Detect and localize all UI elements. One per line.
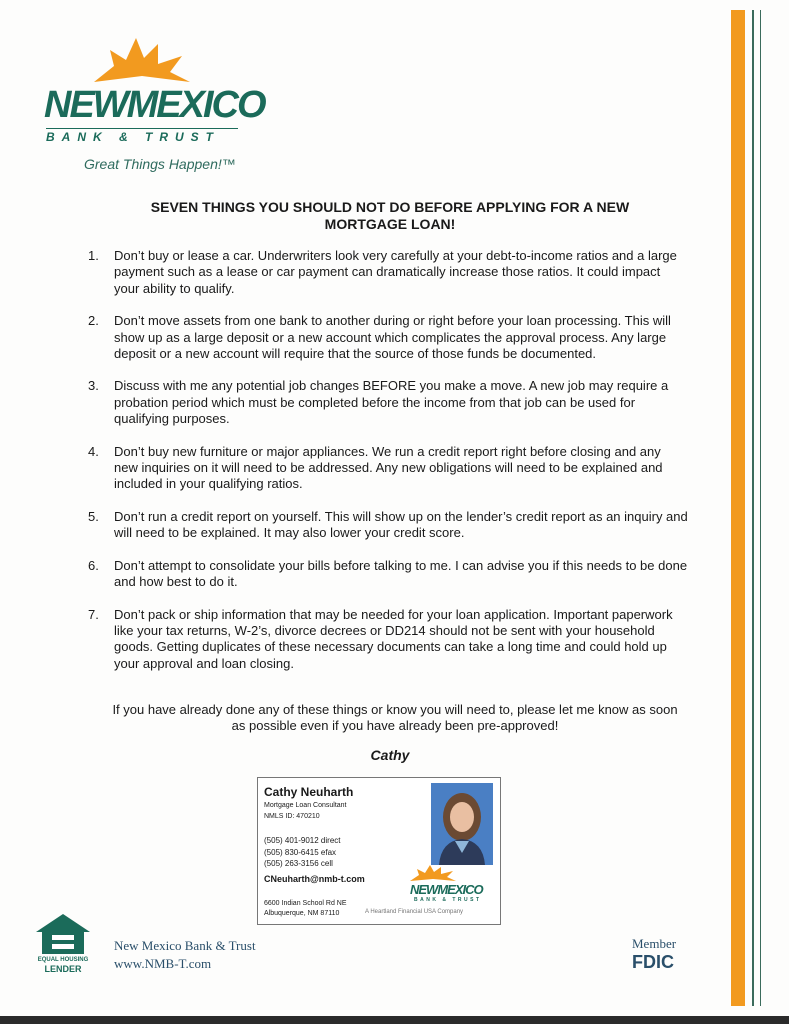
- mini-sunburst-icon: [408, 864, 458, 882]
- item-number: 4.: [88, 443, 99, 459]
- list-item: [88, 509, 688, 542]
- equal-housing-house-icon: [34, 912, 92, 956]
- scanner-bottom-bar: [0, 1016, 789, 1024]
- business-card: [257, 777, 501, 925]
- list-item: [88, 378, 688, 427]
- tagline: Great Things Happen!™: [84, 156, 236, 172]
- portrait-photo: [431, 783, 493, 865]
- card-address-line2: Albuquerque, NM 87110: [264, 910, 340, 917]
- list-item: [88, 558, 688, 591]
- card-address: [264, 899, 347, 919]
- item-text: Don’t pack or ship information that may be needed for your loan application. Important paperwork like your tax returns, W-2’s, divorce decrees or DD214 should not be sent with your household goods. Getting duplicates of these necessary documents can take a long time and could hold up your approval and loan closing.: [114, 606, 673, 671]
- green-border-line: [752, 10, 754, 1006]
- footer-url: www.NMB-T.com: [114, 956, 212, 971]
- eho-line2: LENDER: [44, 964, 82, 974]
- item-text: Don’t run a credit report on yourself. This will show up on the lender’s credit report as an inquiry and will need to be explained. It may also lower your credit score.: [114, 508, 688, 541]
- portrait-illustration: [431, 783, 493, 865]
- tips-list: [88, 248, 688, 688]
- item-text: Don’t move assets from one bank to another during or right before your loan processing. This will show up as a large deposit or a new account which complicates the approval process. Any large deposit or a new account will require that the source of those funds be documented.: [114, 313, 671, 362]
- card-phone-efax: (505) 830-6415 efax: [264, 847, 337, 857]
- item-number: 2.: [88, 313, 99, 329]
- card-brand: NEWMEXICO: [410, 882, 483, 897]
- card-company: A Heartland Financial USA Company: [365, 909, 464, 915]
- list-item: [88, 248, 688, 297]
- list-item: [88, 607, 688, 673]
- sunburst-icon: [92, 36, 192, 84]
- fdic-label: FDIC: [632, 952, 674, 972]
- item-number: 3.: [88, 378, 99, 394]
- card-phones: [264, 835, 341, 870]
- list-item: [88, 313, 688, 362]
- logo-sub-text: BANK & TRUST: [46, 130, 220, 144]
- card-phone-direct: (505) 401-9012 direct: [264, 836, 341, 845]
- item-text: Don’t attempt to consolidate your bills before talking to me. I can advise you if this needs to be done and how best to do it.: [114, 557, 688, 590]
- orange-border-stripe: [731, 10, 745, 1006]
- card-phone-cell: (505) 263-3156 cell: [264, 859, 333, 868]
- item-number: 5.: [88, 508, 99, 524]
- card-email: CNeuharth@nmb-t.com: [264, 874, 365, 884]
- card-name: Cathy Neuharth: [264, 785, 354, 799]
- logo-brand-text: NEWMEXICO: [44, 84, 265, 126]
- signature: Cathy: [370, 747, 410, 763]
- green-border-line-thin: [760, 10, 761, 1006]
- list-item: [88, 444, 688, 493]
- card-nmls: NMLS ID: 470210: [264, 813, 320, 820]
- item-number: 6.: [88, 557, 99, 573]
- item-number: 1.: [88, 248, 99, 263]
- logo-divider: [46, 128, 238, 129]
- card-address-line1: 6600 Indian School Rd NE: [264, 900, 347, 907]
- eho-line1: EQUAL HOUSING: [37, 957, 89, 963]
- equal-housing-logo: [34, 912, 92, 974]
- member-label: Member: [632, 936, 677, 951]
- footer-bank-name: New Mexico Bank & Trust: [114, 938, 256, 953]
- card-brand-sub: BANK & TRUST: [414, 897, 482, 903]
- page-title: SEVEN THINGS YOU SHOULD NOT DO BEFORE APPLYING FOR A NEW MORTGAGE LOAN!: [150, 199, 630, 232]
- closing-paragraph: If you have already done any of these things or know you will need to, please let me know as soon as possible even if you have already been pre-approved!: [112, 702, 678, 734]
- item-number: 7.: [88, 606, 99, 622]
- item-text: Discuss with me any potential job changes BEFORE you make a move. A new job may require a probation period which must be completed before the income from that job can be used for qualifying purposes.: [114, 378, 669, 427]
- item-text: Don’t buy new furniture or major appliances. We run a credit report right before closing and any new inquiries on it will need to be addressed. Any new obligations will need to be explained and included in your qualifying ratios.: [114, 443, 663, 492]
- card-job-title: Mortgage Loan Consultant: [264, 802, 347, 809]
- item-text: Don’t buy or lease a car. Underwriters look very carefully at your debt-to-income ratios and a large payment such as a lease or car payment can dramatically increase those ratios. It could impact your ability to qualify.: [114, 248, 677, 296]
